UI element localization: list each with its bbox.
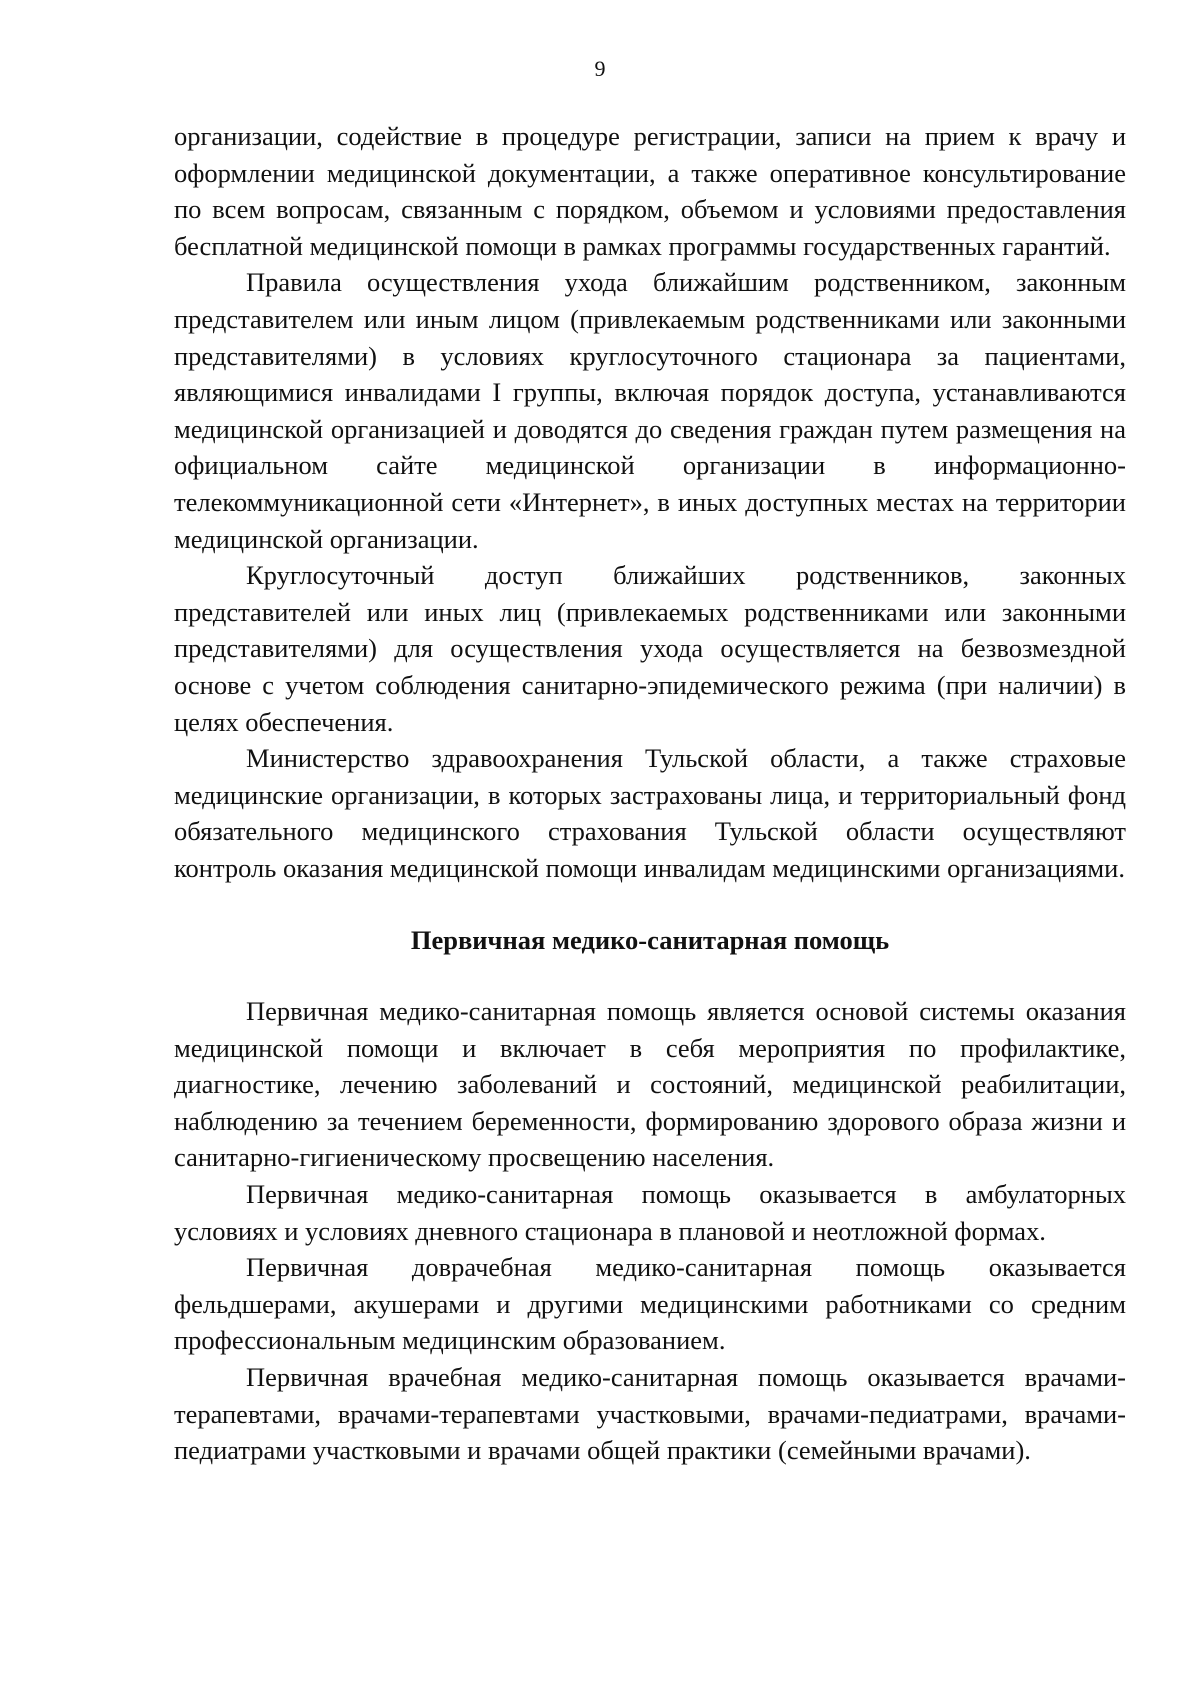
paragraph-primary-care-conditions: Первичная медико-санитарная помощь оказывается в амбулаторных условиях и условиях дневного стационара в плановой и неотложной формах. [174, 1179, 1126, 1246]
paragraph-ministry-control: Министерство здравоохранения Тульской области, а также страховые медицинские организации, в которых застрахованы лица, и территориальный фонд обязательного медицинского страхования Тульской области осуществляют контроль оказания медицинской помощи инвалидам медицинскими организациями. [174, 743, 1126, 883]
paragraph-doctor-care: Первичная врачебная медико-санитарная помощь оказывается врачами-терапевтами, врачами-терапевтами участковыми, врачами-педиатрами, врачами-педиатрами участковыми и врачами общей практики (семейными врачами). [174, 1362, 1126, 1466]
paragraph-round-the-clock-access: Круглосуточный доступ ближайших родственников, законных представителей или иных лиц (привлекаемых родственниками или законными представителями) для осуществления ухода осуществляется на безвозмездной основе с учетом соблюдения санитарно-эпидемического режима (при наличии) в целях обеспечения. [174, 560, 1126, 737]
paragraph-pre-doctor-care: Первичная доврачебная медико-санитарная помощь оказывается фельдшерами, акушерами и другими медицинскими работниками со средним профессиональным медицинским образованием. [174, 1252, 1126, 1356]
paragraph-care-rules: Правила осуществления ухода ближайшим родственником, законным представителем или иным лицом (привлекаемым родственниками или законными представителями) в условиях круглосуточного стационара за пациентами, являющимися инвалидами I группы, включая порядок доступа, устанавливаются медицинской организацией и доводятся до сведения граждан путем размещения на официальном сайте медицинской организации в информационно-телекоммуникационной сети «Интернет», в иных доступных местах на территории медицинской организации. [174, 267, 1126, 554]
paragraph-primary-care-basis: Первичная медико-санитарная помощь является основой системы оказания медицинской помощи и включает в себя мероприятия по профилактике, диагностике, лечению заболеваний и состояний, медицинской реабилитации, наблюдению за течением беременности, формированию здорового образа жизни и санитарно-гигиеническому просвещению населения. [174, 996, 1126, 1173]
page-number: 9 [594, 56, 606, 81]
section-heading: Первичная медико-санитарная помощь [410, 925, 890, 956]
paragraph-continuation: организации, содействие в процедуре регистрации, записи на прием к врачу и оформлении медицинской документации, а также оперативное консультирование по всем вопросам, связанным с порядком, объемом и условиями предоставления бесплатной медицинской помощи в рамках программы государственных гарантий. [174, 121, 1126, 261]
document-body [174, 118, 1126, 1469]
